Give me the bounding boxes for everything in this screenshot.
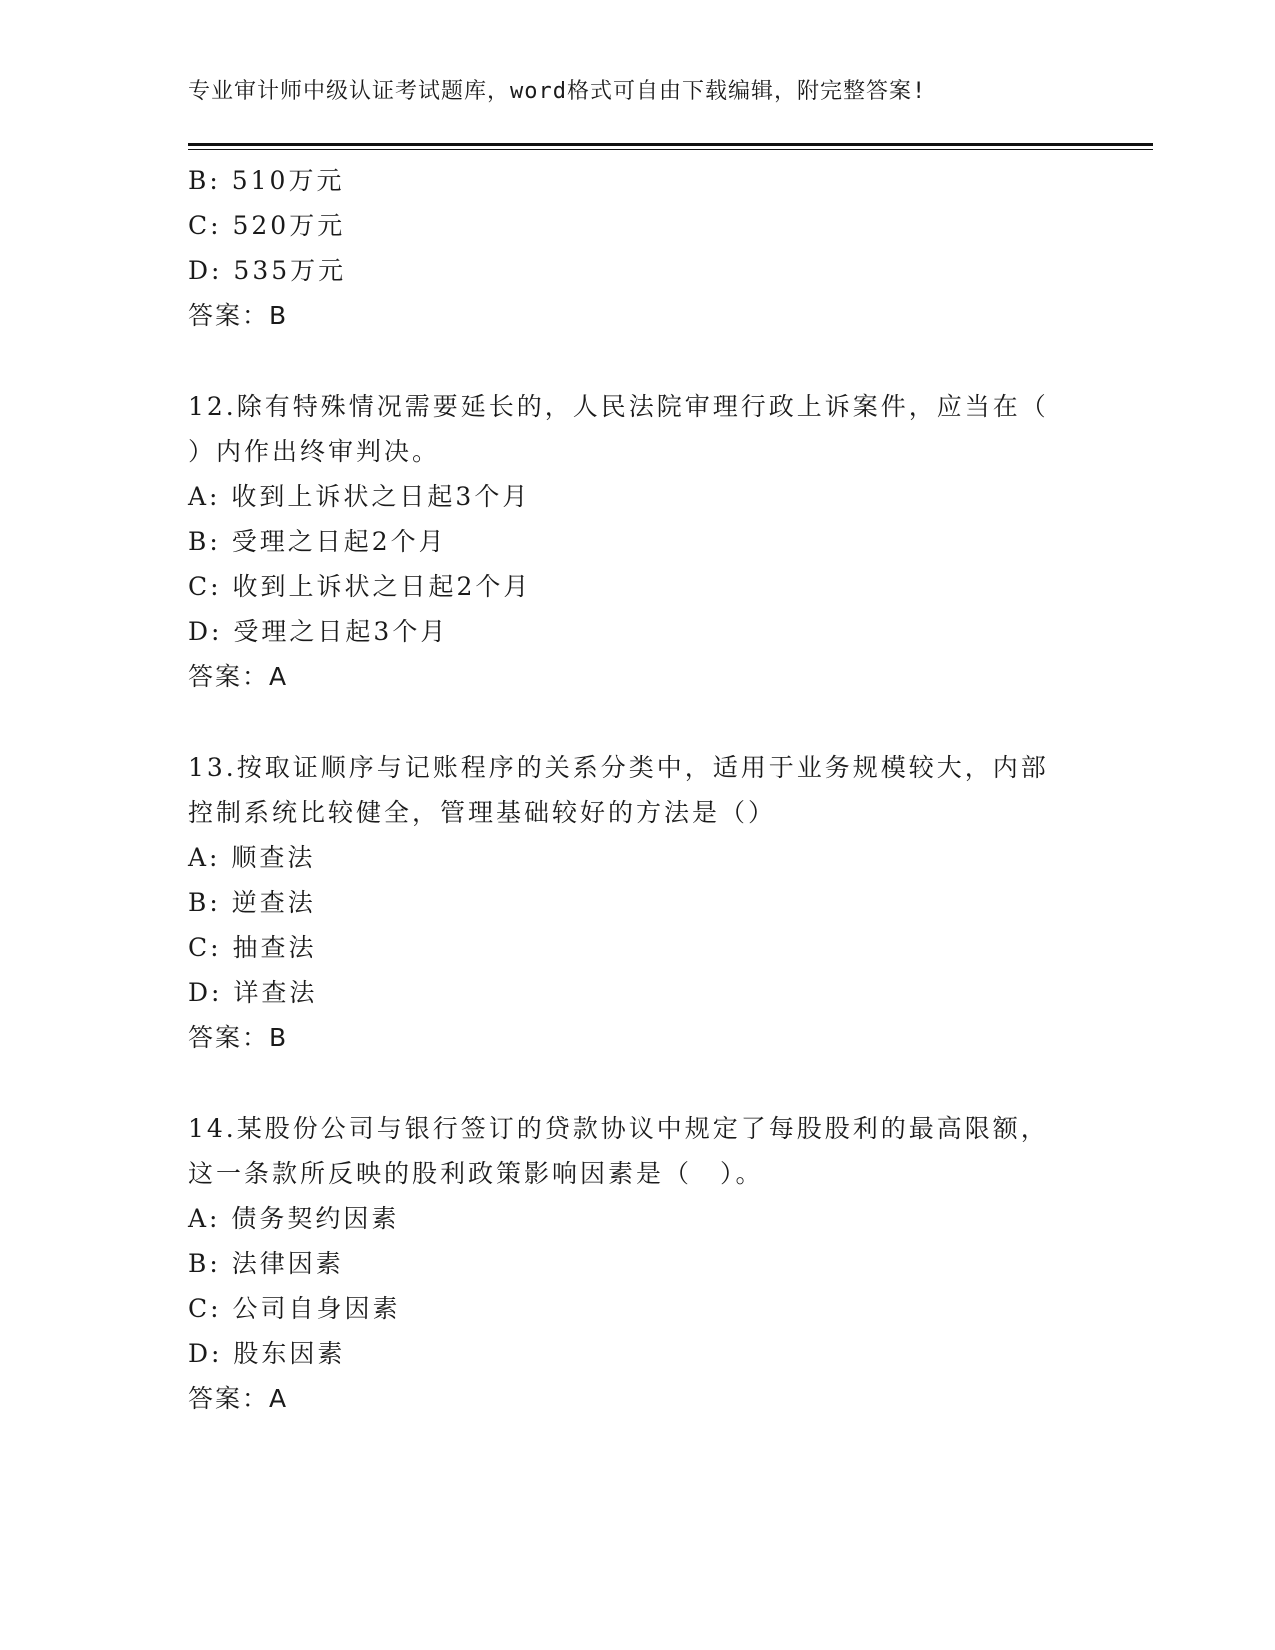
question-11-tail [188,158,1088,338]
option-a: A: 顺查法 [188,843,316,872]
option-d: D: 详查法 [188,978,318,1007]
option-a: A: 债务契约因素 [188,1204,400,1233]
option-c: C: 收到上诉状之日起2个月 [188,572,532,601]
stem-line-1: 12.除有特殊情况需要延长的，人民法院审理行政上诉案件，应当在（ [188,392,1049,421]
option-c: C: 520万元 [188,211,346,240]
header-rule-thin [188,149,1153,150]
option-a: A: 收到上诉状之日起3个月 [188,482,531,511]
answer-line: 答案：B [188,301,289,330]
option-b: B: 510万元 [188,166,345,195]
spacer [188,699,1088,745]
option-b: B: 受理之日起2个月 [188,527,447,556]
header-rule-thick [188,143,1153,146]
stem-line-1: 13.按取证顺序与记账程序的关系分类中，适用于业务规模较大，内部 [188,753,1049,782]
question-stem [188,384,1088,474]
stem-line-2: 这一条款所反映的股利政策影响因素是（ ）。 [188,1159,764,1188]
option-b: B: 逆查法 [188,888,316,917]
stem-line-2: 控制系统比较健全，管理基础较好的方法是（） [188,798,777,827]
spacer [188,338,1088,384]
question-13 [188,745,1088,1060]
question-12 [188,384,1088,699]
option-c: C: 抽查法 [188,933,317,962]
option-d: D: 受理之日起3个月 [188,617,449,646]
option-c: C: 公司自身因素 [188,1294,401,1323]
page-header: 专业审计师中级认证考试题库，word格式可自由下载编辑，附完整答案! [188,79,927,104]
option-d: D: 535万元 [188,256,347,285]
question-stem [188,1106,1088,1196]
spacer [188,1060,1088,1106]
question-14 [188,1106,1088,1421]
answer-line: 答案：B [188,1023,289,1052]
question-list [188,158,1088,1421]
stem-line-2: ）内作出终审判决。 [188,437,441,466]
answer-line: 答案：A [188,662,289,691]
stem-line-1: 14.某股份公司与银行签订的贷款协议中规定了每股股利的最高限额， [188,1114,1049,1143]
option-b: B: 法律因素 [188,1249,344,1278]
answer-line: 答案：A [188,1384,289,1413]
option-d: D: 股东因素 [188,1339,346,1368]
question-stem [188,745,1088,835]
